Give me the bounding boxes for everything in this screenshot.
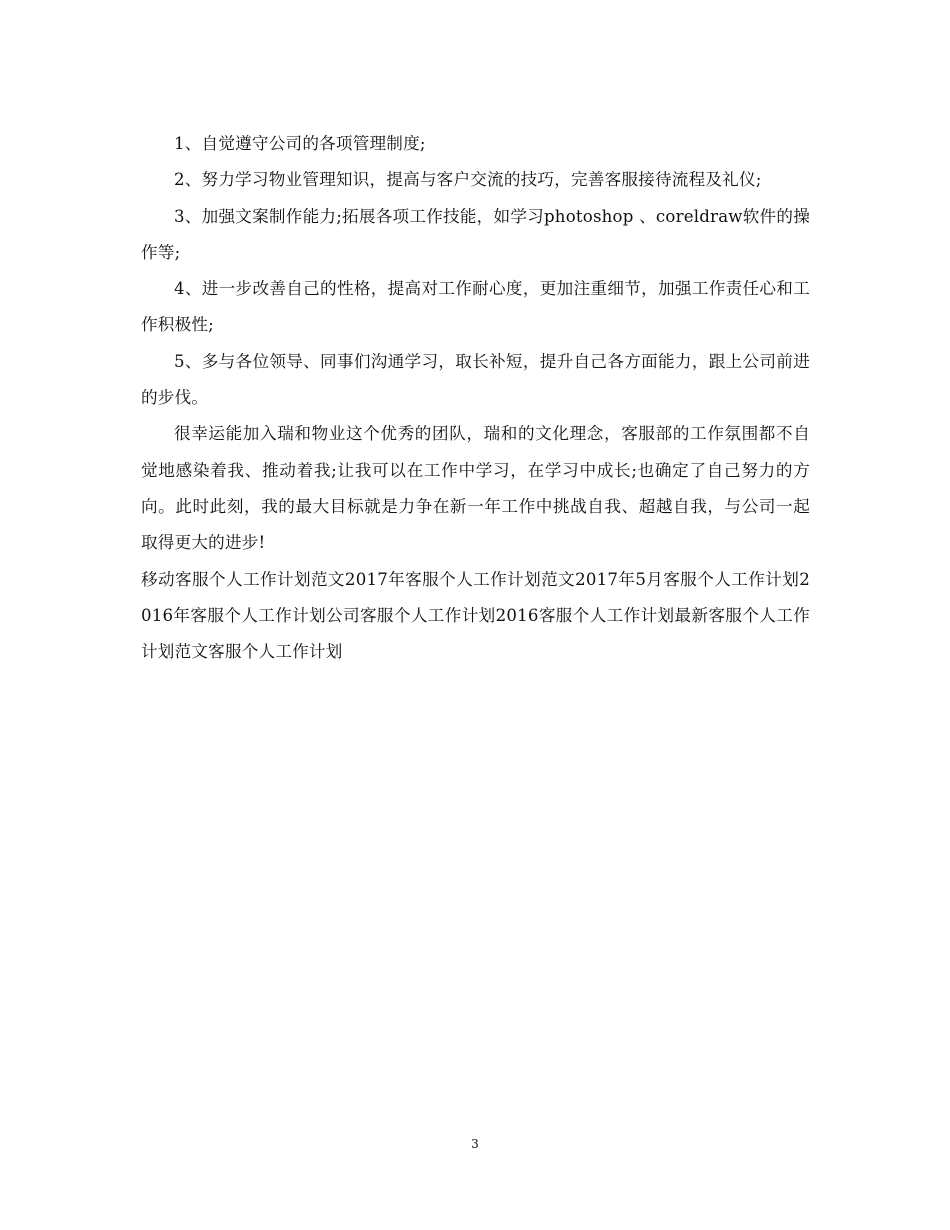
list-item-1: 1、自觉遵守公司的各项管理制度;: [174, 134, 426, 153]
list-item-2: 2、努力学习物业管理知识，提高与客户交流的技巧，完善客服接待流程及礼仪;: [174, 170, 762, 190]
list-item-5: 5、多与各位领导、同事们沟通学习，取长补短，提升自己各方面能力，跟上公司前进的步伐。: [141, 351, 810, 408]
list-item-4: 4、进一步改善自己的性格，提高对工作耐心度，更加注重细节，加强工作责任心和工作积极性;: [141, 279, 810, 335]
closing-paragraph: 很幸运能加入瑞和物业这个优秀的团队，瑞和的文化理念，客服部的工作氛围都不自觉地感染着我、推动着我;让我可以在工作中学习，在学习中成长;也确定了自己努力的方向。此时此刻，我的最大目标就是力争在新一年工作中挑战自我、超越自我，与公司一起取得更大的进步!: [141, 424, 810, 553]
document-body: [141, 126, 810, 670]
list-item-3: 3、加强文案制作能力;拓展各项工作技能，如学习photoshop 、coreldraw软件的操作等;: [141, 206, 810, 262]
related-links-paragraph: 移动客服个人工作计划范文2017年客服个人工作计划范文2017年5月客服个人工作计划2016年客服个人工作计划公司客服个人工作计划2016客服个人工作计划最新客服个人工作计划范文客服个人工作计划: [141, 569, 810, 662]
page-number: 3: [471, 1137, 479, 1151]
